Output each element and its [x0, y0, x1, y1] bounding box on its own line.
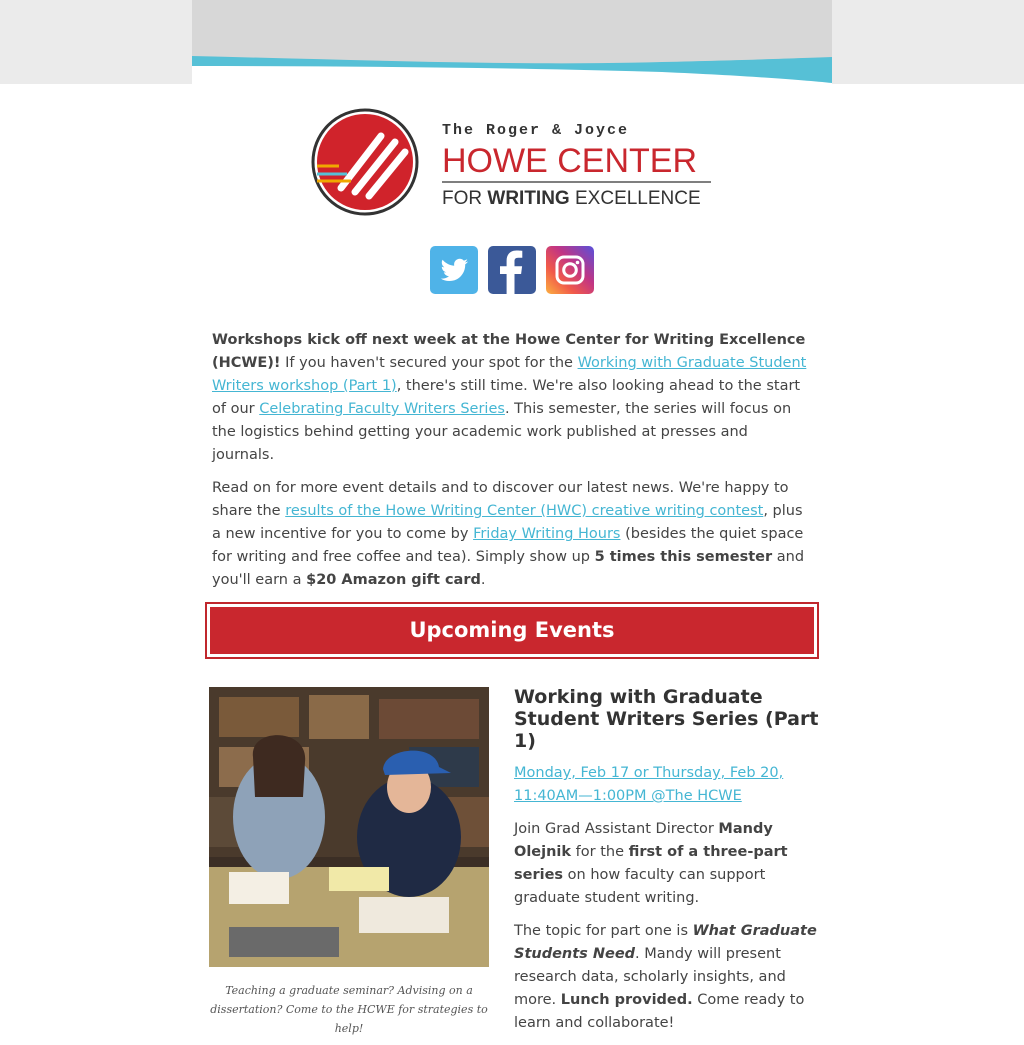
intro-paragraph-2: Read on for more event details and to discover our latest news. We're happy to share the results of the Howe Writing Center (HWC) creative writing contest, plus a new incentive for you to come by Friday Writing Hours (besides the quiet space for writing and free coffee and tea). Simply show up 5 times this semester and you'll earn a $20 Amazon gift card. [212, 480, 805, 588]
intro-text [212, 329, 812, 602]
event-description-1: Join Grad Assistant Director Mandy Olejnik for the first of a three-part series on how faculty can support graduate student writing. [514, 821, 788, 906]
intro-paragraph-1: Workshops kick off next week at the Howe Center for Writing Excellence (HCWE)! If you haven't secured your spot for the Working with Graduate Student Writers workshop (Part 1), there's still time. We're also looking ahead to the start of our Celebrating Faculty Writers Series. This semester, the series will focus on the logistics behind getting your academic work published at presses and journals. [212, 332, 807, 463]
howe-center-logo[interactable] [311, 106, 713, 218]
event-date-link[interactable]: Monday, Feb 17 or Thursday, Feb 20, 11:40AM—1:00PM @The HCWE [514, 765, 784, 804]
event-graduate-writers [514, 686, 822, 1045]
logo-main-text: HOWE CENTER [442, 142, 697, 180]
friday-writing-hours-link[interactable]: Friday Writing Hours [473, 526, 621, 542]
newsletter-body [192, 0, 832, 1035]
facebook-icon[interactable] [488, 246, 536, 294]
creative-writing-contest-link[interactable]: results of the Howe Writing Center (HWC) creative writing contest [285, 503, 764, 519]
faculty-writers-series-link[interactable]: Celebrating Faculty Writers Series [259, 401, 505, 417]
twitter-icon[interactable] [430, 246, 478, 294]
header-banner [192, 0, 832, 84]
event-photo[interactable] [209, 687, 489, 967]
event-title: Working with Graduate Student Writers Series (Part 1) [514, 686, 819, 752]
photo-caption: Teaching a graduate seminar? Advising on a dissertation? Come to the HCWE for strategies to help! [210, 984, 488, 1035]
graduate-writers-workshop-link[interactable]: Working with Graduate Student Writers workshop (Part 1) [212, 355, 807, 394]
instagram-icon[interactable] [546, 246, 594, 294]
logo-sub-text: FOR WRITING EXCELLENCE [442, 188, 701, 209]
upcoming-events-heading: Upcoming Events [210, 607, 814, 654]
event-description-2: The topic for part one is What Graduate Students Need. Mandy will present research data, scholarly insights, and more. Lunch provided. Come ready to learn and collaborate! [514, 923, 817, 1031]
logo-top-text: The Roger & Joyce [442, 122, 630, 139]
logo-graphic [311, 106, 713, 218]
